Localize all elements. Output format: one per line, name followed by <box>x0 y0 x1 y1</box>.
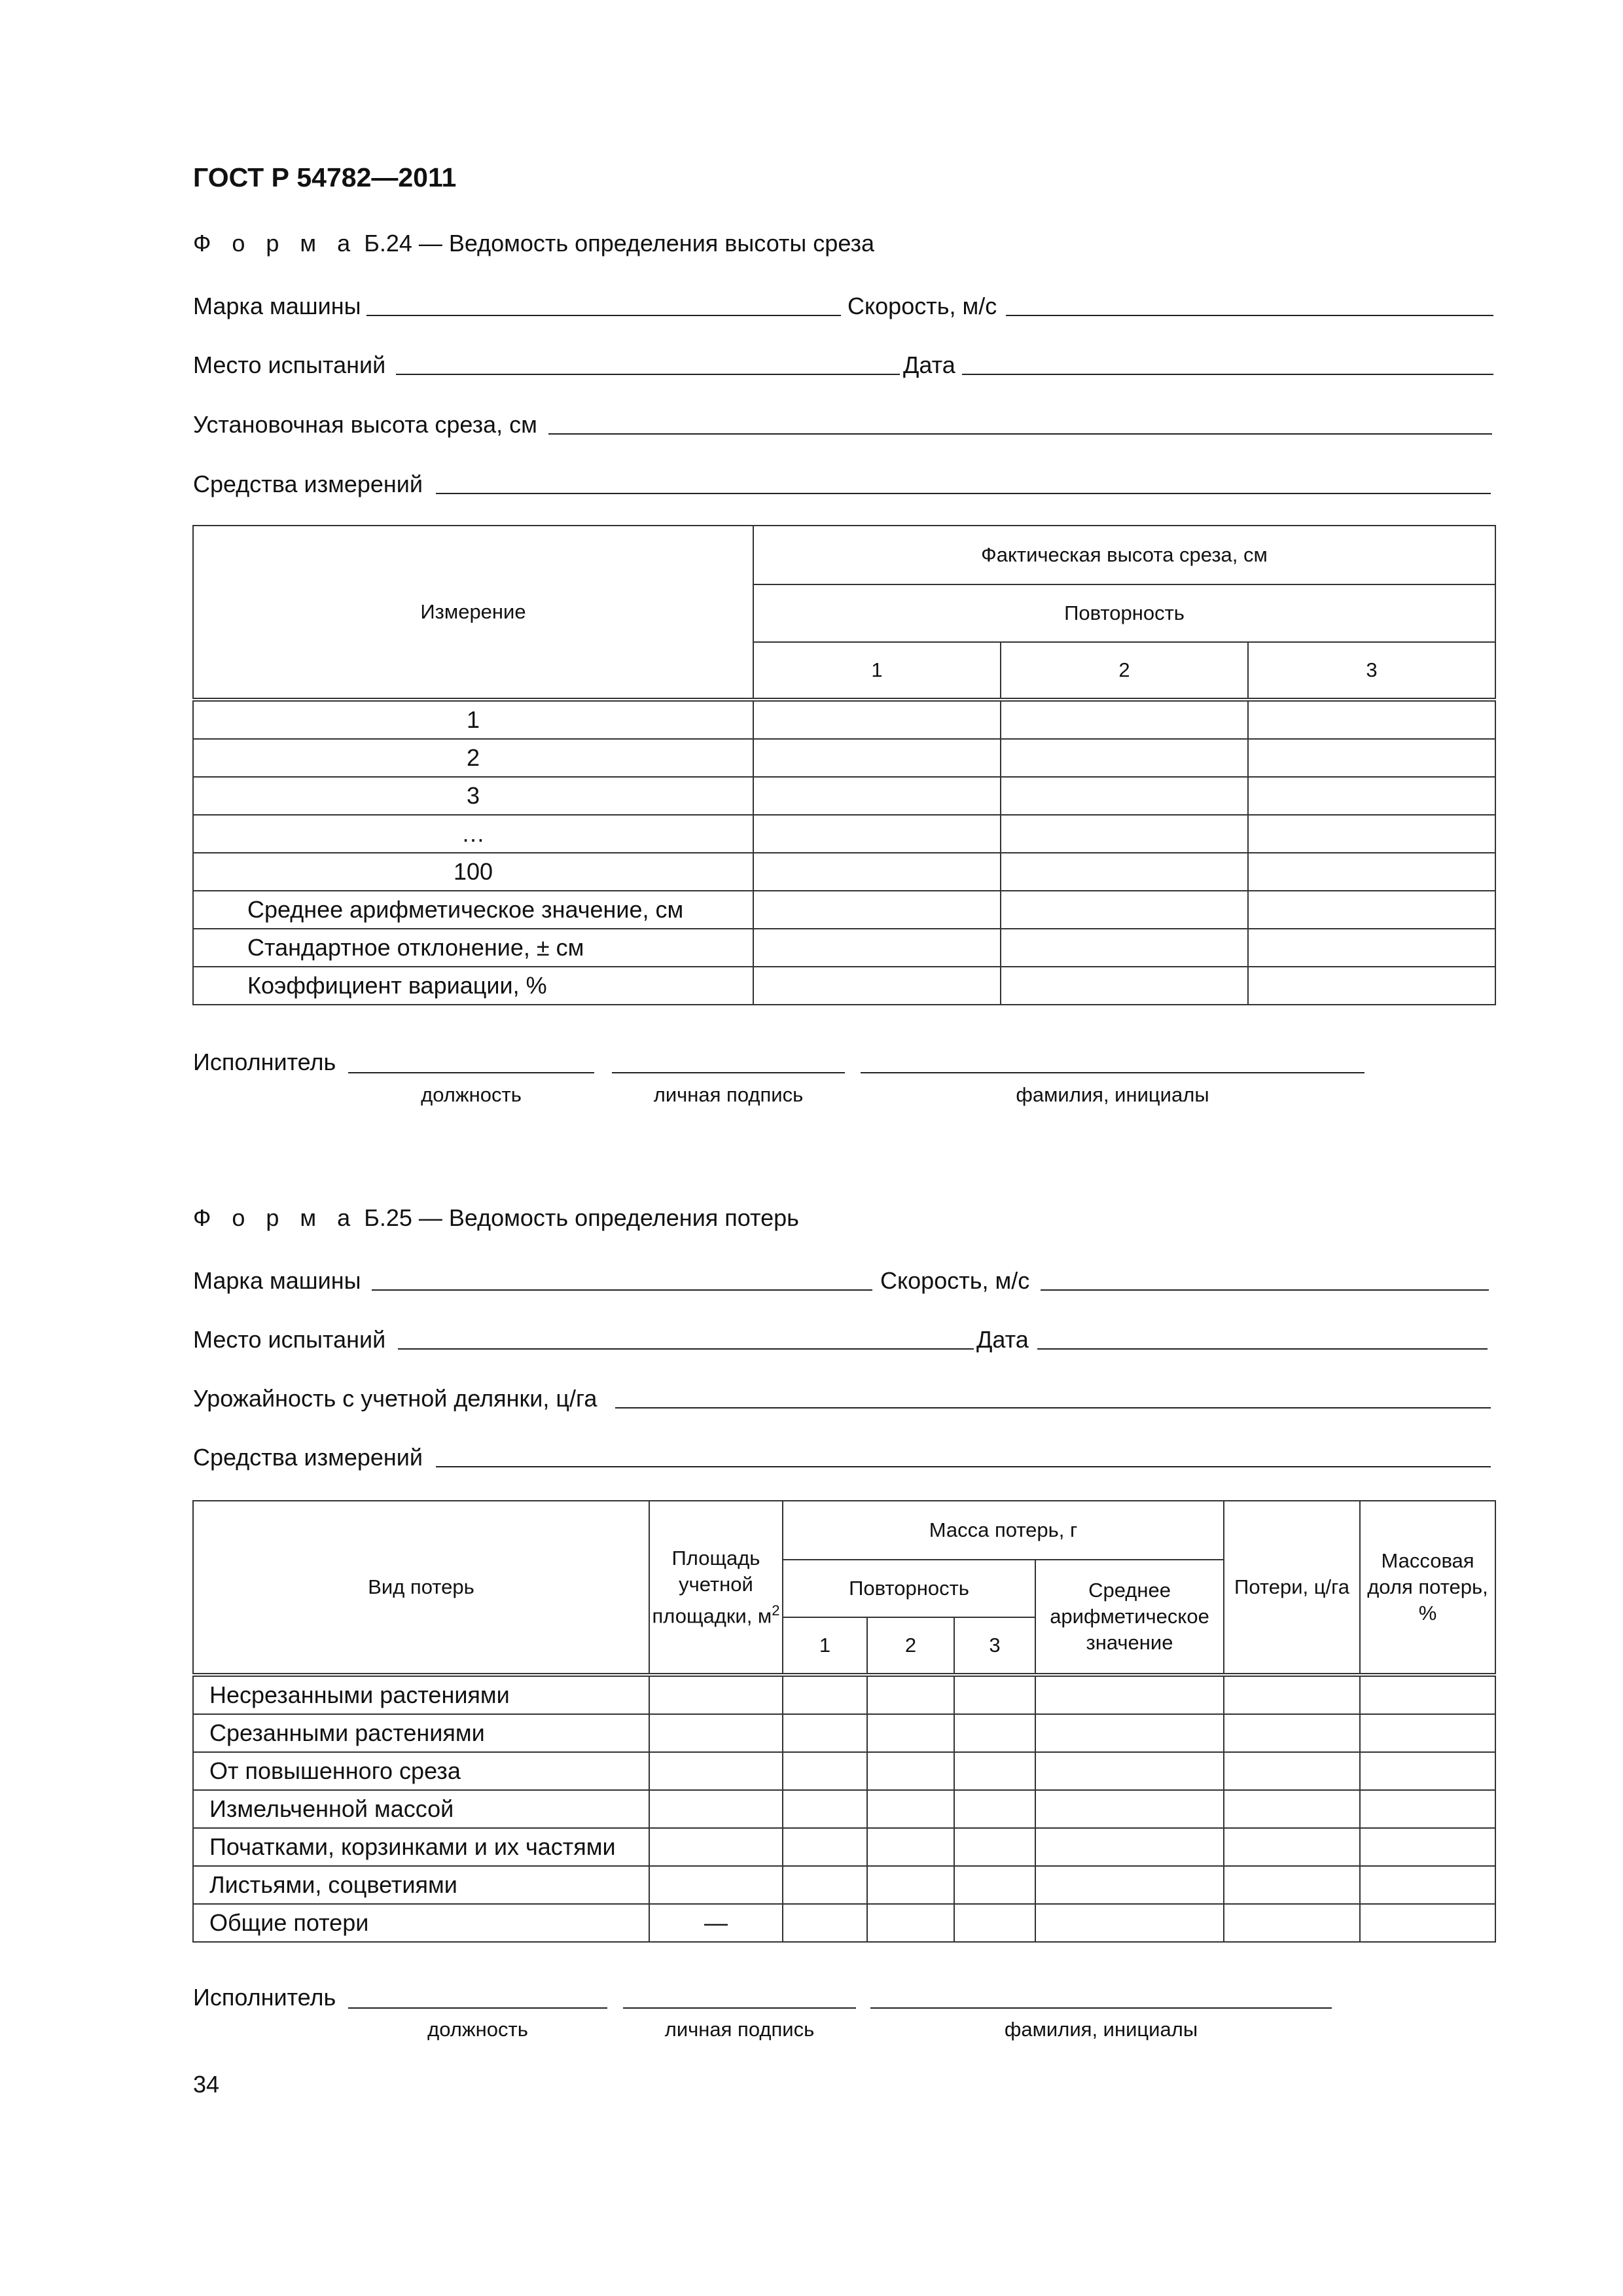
form24-tools-label: Средства измерений <box>193 471 423 497</box>
table-cell[interactable] <box>783 1752 867 1790</box>
form24-speed-label: Скорость, м/с <box>847 293 997 319</box>
table-row <box>193 929 1495 967</box>
table-cell[interactable] <box>954 1866 1035 1904</box>
table-cell[interactable] <box>1224 1828 1360 1866</box>
form25-title <box>193 1204 799 1232</box>
row-label: … <box>193 815 753 853</box>
form24-signature-label: Исполнитель <box>193 1049 336 1075</box>
row-label: Несрезанными растениями <box>193 1675 649 1714</box>
col-area-sup: 2 <box>772 1602 780 1619</box>
total-area-dash: — <box>649 1904 783 1942</box>
form24-position-caption: должность <box>421 1083 522 1106</box>
col-mean-header: Среднее арифметическое значение <box>1035 1560 1224 1675</box>
table-cell[interactable] <box>1224 1790 1360 1828</box>
table-cell[interactable] <box>1360 1675 1495 1714</box>
table-cell[interactable] <box>1248 700 1495 739</box>
table-cell[interactable] <box>1360 1790 1495 1828</box>
table-cell[interactable] <box>867 1828 954 1866</box>
table-cell[interactable] <box>649 1675 783 1714</box>
table-cell[interactable] <box>1248 967 1495 1005</box>
form25-speed-field[interactable] <box>1041 1289 1489 1291</box>
table-row <box>193 1714 1495 1752</box>
row-label: 3 <box>193 777 753 815</box>
table-cell[interactable] <box>1001 967 1248 1005</box>
form25-forma-word: Ф о р м а <box>193 1204 358 1231</box>
table-row <box>193 891 1495 929</box>
table-row <box>193 815 1495 853</box>
col-mass-header: Масса потерь, г <box>783 1501 1224 1560</box>
form24-forma-word: Ф о р м а <box>193 230 358 257</box>
form25-machine-label: Марка машины <box>193 1267 361 1294</box>
table-cell[interactable] <box>1360 1866 1495 1904</box>
repeat-2-header: 2 <box>867 1617 954 1675</box>
form25-date-field[interactable] <box>1037 1348 1488 1350</box>
form25-title-text: Б.25 — Ведомость определения потерь <box>364 1204 799 1231</box>
form24-setting-field[interactable] <box>548 433 1492 435</box>
row-label: От повышенного среза <box>193 1752 649 1790</box>
table-cell[interactable] <box>1035 1675 1224 1714</box>
table-cell[interactable] <box>783 1904 867 1942</box>
table-cell[interactable] <box>954 1714 1035 1752</box>
table-cell[interactable] <box>1001 815 1248 853</box>
page-number: 34 <box>193 2071 220 2098</box>
table-cell[interactable] <box>867 1675 954 1714</box>
form24-title-text: Б.24 — Ведомость определения высоты среза <box>364 230 875 257</box>
col-actual-height-header: Фактическая высота среза, см <box>753 526 1495 584</box>
table-cell[interactable] <box>1224 1866 1360 1904</box>
form24-date-field[interactable] <box>962 374 1493 375</box>
table-cell[interactable] <box>1360 1828 1495 1866</box>
form24-tools-field[interactable] <box>436 493 1491 494</box>
table-cell[interactable] <box>954 1675 1035 1714</box>
table-cell[interactable] <box>753 777 1001 815</box>
table-cell[interactable] <box>1035 1904 1224 1942</box>
form24-signature-caption: личная подпись <box>653 1083 804 1106</box>
table-cell[interactable] <box>954 1790 1035 1828</box>
table-cell[interactable] <box>649 1714 783 1752</box>
form24-table <box>192 525 1496 1005</box>
form25-yield-label: Урожайность с учетной делянки, ц/га <box>193 1385 597 1412</box>
table-cell[interactable] <box>1360 1904 1495 1942</box>
row-label: Общие потери <box>193 1904 649 1942</box>
table-row <box>193 1828 1495 1866</box>
form24-name-field[interactable] <box>861 1072 1364 1073</box>
table-cell[interactable] <box>783 1866 867 1904</box>
row-label: 100 <box>193 853 753 891</box>
table-row <box>193 700 1495 739</box>
form25-speed-label: Скорость, м/с <box>880 1267 1030 1294</box>
form24-machine-field[interactable] <box>366 315 841 316</box>
row-label: Срезанными растениями <box>193 1714 649 1752</box>
form25-position-caption: должность <box>427 2018 528 2041</box>
table-cell[interactable] <box>753 815 1001 853</box>
table-cell[interactable] <box>1001 891 1248 929</box>
row-label: Среднее арифметическое значение, см <box>193 891 753 929</box>
table-cell[interactable] <box>1035 1714 1224 1752</box>
table-cell[interactable] <box>867 1904 954 1942</box>
form24-title <box>193 229 874 258</box>
table-cell[interactable] <box>954 1828 1035 1866</box>
col-repeat-header: Повторность <box>753 584 1495 642</box>
table-cell[interactable] <box>1035 1828 1224 1866</box>
col-repeat-header: Повторность <box>783 1560 1035 1617</box>
repeat-2-header: 2 <box>1001 642 1248 700</box>
table-cell[interactable] <box>1001 700 1248 739</box>
form25-date-label: Дата <box>976 1326 1029 1353</box>
table-cell[interactable] <box>1248 929 1495 967</box>
table-cell[interactable] <box>1001 739 1248 777</box>
table-cell[interactable] <box>783 1714 867 1752</box>
table-cell[interactable] <box>1360 1752 1495 1790</box>
form24-place-label: Место испытаний <box>193 351 386 378</box>
row-label: 2 <box>193 739 753 777</box>
table-cell[interactable] <box>753 929 1001 967</box>
table-cell[interactable] <box>867 1790 954 1828</box>
table-cell[interactable] <box>1001 777 1248 815</box>
table-cell[interactable] <box>753 967 1001 1005</box>
form25-position-field[interactable] <box>348 2007 607 2009</box>
col-measurement-header: Измерение <box>193 526 753 700</box>
col-area-text: Площадь учетной площадки, м <box>652 1546 772 1628</box>
table-cell[interactable] <box>1248 815 1495 853</box>
document-id: ГОСТ Р 54782—2011 <box>193 162 457 192</box>
form25-name-field[interactable] <box>870 2007 1332 2009</box>
form24-signature-field[interactable] <box>612 1072 845 1073</box>
table-row <box>193 853 1495 891</box>
table-cell[interactable] <box>1248 739 1495 777</box>
form25-tools-field[interactable] <box>436 1466 1491 1467</box>
table-cell[interactable] <box>867 1752 954 1790</box>
row-label: Измельченной массой <box>193 1790 649 1828</box>
col-area-header <box>649 1501 783 1675</box>
form24-place-field[interactable] <box>396 374 900 375</box>
table-cell[interactable] <box>867 1866 954 1904</box>
form24-speed-field[interactable] <box>1006 315 1493 316</box>
form25-name-caption: фамилия, инициалы <box>1004 2018 1198 2041</box>
repeat-1-header: 1 <box>753 642 1001 700</box>
table-row <box>193 1790 1495 1828</box>
table-cell[interactable] <box>1248 777 1495 815</box>
form25-place-label: Место испытаний <box>193 1326 386 1353</box>
table-cell[interactable] <box>753 891 1001 929</box>
table-row <box>193 1752 1495 1790</box>
col-share-header: Массовая доля потерь, % <box>1360 1501 1495 1675</box>
table-cell[interactable] <box>753 700 1001 739</box>
form25-signature-label: Исполнитель <box>193 1984 336 2011</box>
table-cell[interactable] <box>954 1752 1035 1790</box>
table-cell[interactable] <box>1248 853 1495 891</box>
table-row <box>193 967 1495 1005</box>
table-row <box>193 1904 1495 1942</box>
table-cell[interactable] <box>1035 1752 1224 1790</box>
form25-tools-label: Средства измерений <box>193 1444 423 1471</box>
form25-machine-field[interactable] <box>372 1289 872 1291</box>
form25-yield-field[interactable] <box>615 1407 1491 1408</box>
table-cell[interactable] <box>783 1828 867 1866</box>
table-cell[interactable] <box>1224 1904 1360 1942</box>
table-cell[interactable] <box>1035 1790 1224 1828</box>
table-cell[interactable] <box>783 1675 867 1714</box>
table-cell[interactable] <box>954 1904 1035 1942</box>
table-cell[interactable] <box>1224 1714 1360 1752</box>
table-row <box>193 739 1495 777</box>
repeat-3-header: 3 <box>954 1617 1035 1675</box>
form25-signature-caption: личная подпись <box>664 2018 815 2041</box>
form25-table <box>192 1500 1496 1943</box>
col-loss-type-header: Вид потерь <box>193 1501 649 1675</box>
table-cell[interactable] <box>649 1828 783 1866</box>
table-cell[interactable] <box>753 739 1001 777</box>
col-losses-header: Потери, ц/га <box>1224 1501 1360 1675</box>
form25-signature-field[interactable] <box>623 2007 856 2009</box>
table-cell[interactable] <box>1224 1752 1360 1790</box>
table-cell[interactable] <box>1224 1675 1360 1714</box>
row-label: Початками, корзинками и их частями <box>193 1828 649 1866</box>
form24-name-caption: фамилия, инициалы <box>1016 1083 1209 1106</box>
form24-position-field[interactable] <box>348 1072 594 1073</box>
table-cell[interactable] <box>1360 1714 1495 1752</box>
row-label: Листьями, соцветиями <box>193 1866 649 1904</box>
repeat-1-header: 1 <box>783 1617 867 1675</box>
table-cell[interactable] <box>1001 853 1248 891</box>
table-row <box>193 777 1495 815</box>
table-cell[interactable] <box>649 1752 783 1790</box>
table-cell[interactable] <box>783 1790 867 1828</box>
table-row <box>193 1866 1495 1904</box>
table-row <box>193 1675 1495 1714</box>
table-cell[interactable] <box>867 1714 954 1752</box>
form25-place-field[interactable] <box>398 1348 974 1350</box>
row-label: Коэффициент вариации, % <box>193 967 753 1005</box>
form24-machine-label: Марка машины <box>193 293 361 319</box>
row-label: 1 <box>193 700 753 739</box>
table-cell[interactable] <box>1001 929 1248 967</box>
table-cell[interactable] <box>753 853 1001 891</box>
row-label: Стандартное отклонение, ± см <box>193 929 753 967</box>
table-cell[interactable] <box>649 1866 783 1904</box>
table-cell[interactable] <box>649 1790 783 1828</box>
table-cell[interactable] <box>1035 1866 1224 1904</box>
table-cell[interactable] <box>1248 891 1495 929</box>
form24-date-label: Дата <box>903 351 955 378</box>
form24-setting-label: Установочная высота среза, см <box>193 411 537 438</box>
repeat-3-header: 3 <box>1248 642 1495 700</box>
